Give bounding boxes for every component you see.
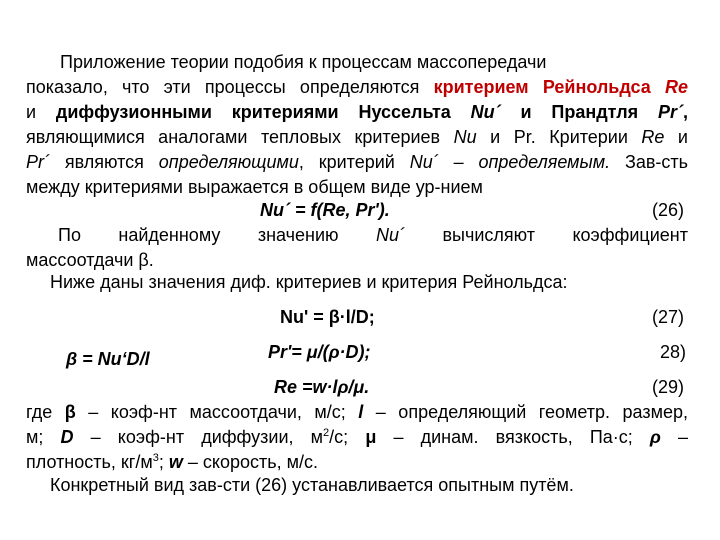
- p1-line1: [60, 51, 660, 73]
- symbol-rho: ρ: [649, 427, 661, 447]
- symbol-beta: β: [64, 402, 76, 422]
- equation-29: Re =w·lρ/μ.: [274, 377, 370, 397]
- text: Зав-сть: [610, 152, 689, 172]
- p3-line4: [50, 474, 712, 496]
- symbol-mu: μ: [365, 427, 377, 447]
- text: Ниже даны значения диф. критериев и критерия Рейнольдса:: [50, 272, 568, 292]
- text: показало, что эти процессы определяются: [26, 77, 434, 97]
- text: – коэф-нт массоотдачи, м/с;: [75, 402, 359, 422]
- p1-line4: [26, 126, 688, 148]
- p2-line3: [50, 271, 712, 293]
- term-nu: Nu: [453, 127, 477, 147]
- text: –: [660, 427, 688, 447]
- symbol-d: D: [60, 427, 74, 447]
- superscript: 3: [152, 452, 159, 464]
- term-pr: Pr´: [657, 102, 683, 122]
- term-re: Re: [665, 77, 689, 97]
- symbol-l: l: [358, 402, 364, 422]
- term-pr: Pr´: [26, 152, 50, 172]
- text: /с;: [329, 427, 366, 447]
- p3-line1: [26, 401, 688, 423]
- equation-27: Nu' = β·l/D;: [280, 307, 375, 327]
- text: По: [58, 225, 81, 245]
- p2-line1: [58, 224, 688, 246]
- text: , критерий: [298, 152, 410, 172]
- text: вычисляют: [442, 225, 536, 245]
- text: значению: [257, 225, 339, 245]
- term-nu: Nu´: [470, 102, 501, 122]
- text: – скорость, м/с.: [182, 452, 318, 472]
- term-nusselt: диффузионными критериями Нуссельта: [55, 102, 471, 122]
- text: – динам. вязкость, Па·с;: [376, 427, 650, 447]
- text: коэффициент: [572, 225, 688, 245]
- text: являются: [50, 152, 159, 172]
- text: Nu´ – определяемым.: [409, 152, 611, 172]
- p1-line3: [26, 101, 688, 123]
- text: между критериями выражается в общем виде ур-нием: [26, 177, 483, 197]
- superscript: 2: [323, 427, 330, 439]
- beta-formula: β = Nu‘D/l: [66, 349, 150, 369]
- p3-line3: [26, 451, 688, 473]
- text: и: [26, 102, 56, 122]
- text: найденному: [118, 225, 221, 245]
- text: определяющими: [158, 152, 299, 172]
- text: м;: [26, 427, 61, 447]
- symbol-w: w: [168, 452, 183, 472]
- p2-line2: [26, 249, 688, 271]
- equation-29-number: (29): [652, 377, 685, 397]
- text: ,: [683, 102, 689, 122]
- equation-28: Pr'= μ/(ρ·D);: [268, 342, 371, 362]
- equation-28-number: 28): [660, 342, 687, 362]
- term-nu: Nu´: [376, 225, 406, 245]
- p1-line2: [26, 76, 688, 98]
- text: Конкретный вид зав-сти (26) устанавливается опытным путём.: [50, 475, 574, 495]
- text: массоотдачи β.: [26, 250, 154, 270]
- p3-line2: [26, 426, 688, 448]
- text: и: [664, 127, 688, 147]
- equation-26: Nu´ = f(Re, Pr').: [260, 200, 390, 220]
- text: – определяющий геометр. размер,: [363, 402, 688, 422]
- equation-27-number: (27): [652, 307, 685, 327]
- text: – коэф-нт диффузии, м: [73, 427, 324, 447]
- term-re: Re: [641, 127, 665, 147]
- text: ;: [158, 452, 169, 472]
- text: где: [26, 402, 65, 422]
- text: и Pr. Критерии: [476, 127, 642, 147]
- p1-line5: [26, 151, 688, 173]
- term-reynolds: критерием Рейнольдса: [433, 77, 665, 97]
- text: Приложение теории подобия к процессам массопередачи: [60, 52, 547, 72]
- equation-26-number: (26): [652, 200, 685, 220]
- term-prandtl: и Прандтля: [500, 102, 658, 122]
- text: являющимися аналогами тепловых критериев: [26, 127, 454, 147]
- p1-line6: [26, 176, 688, 198]
- text: плотность, кг/м: [26, 452, 153, 472]
